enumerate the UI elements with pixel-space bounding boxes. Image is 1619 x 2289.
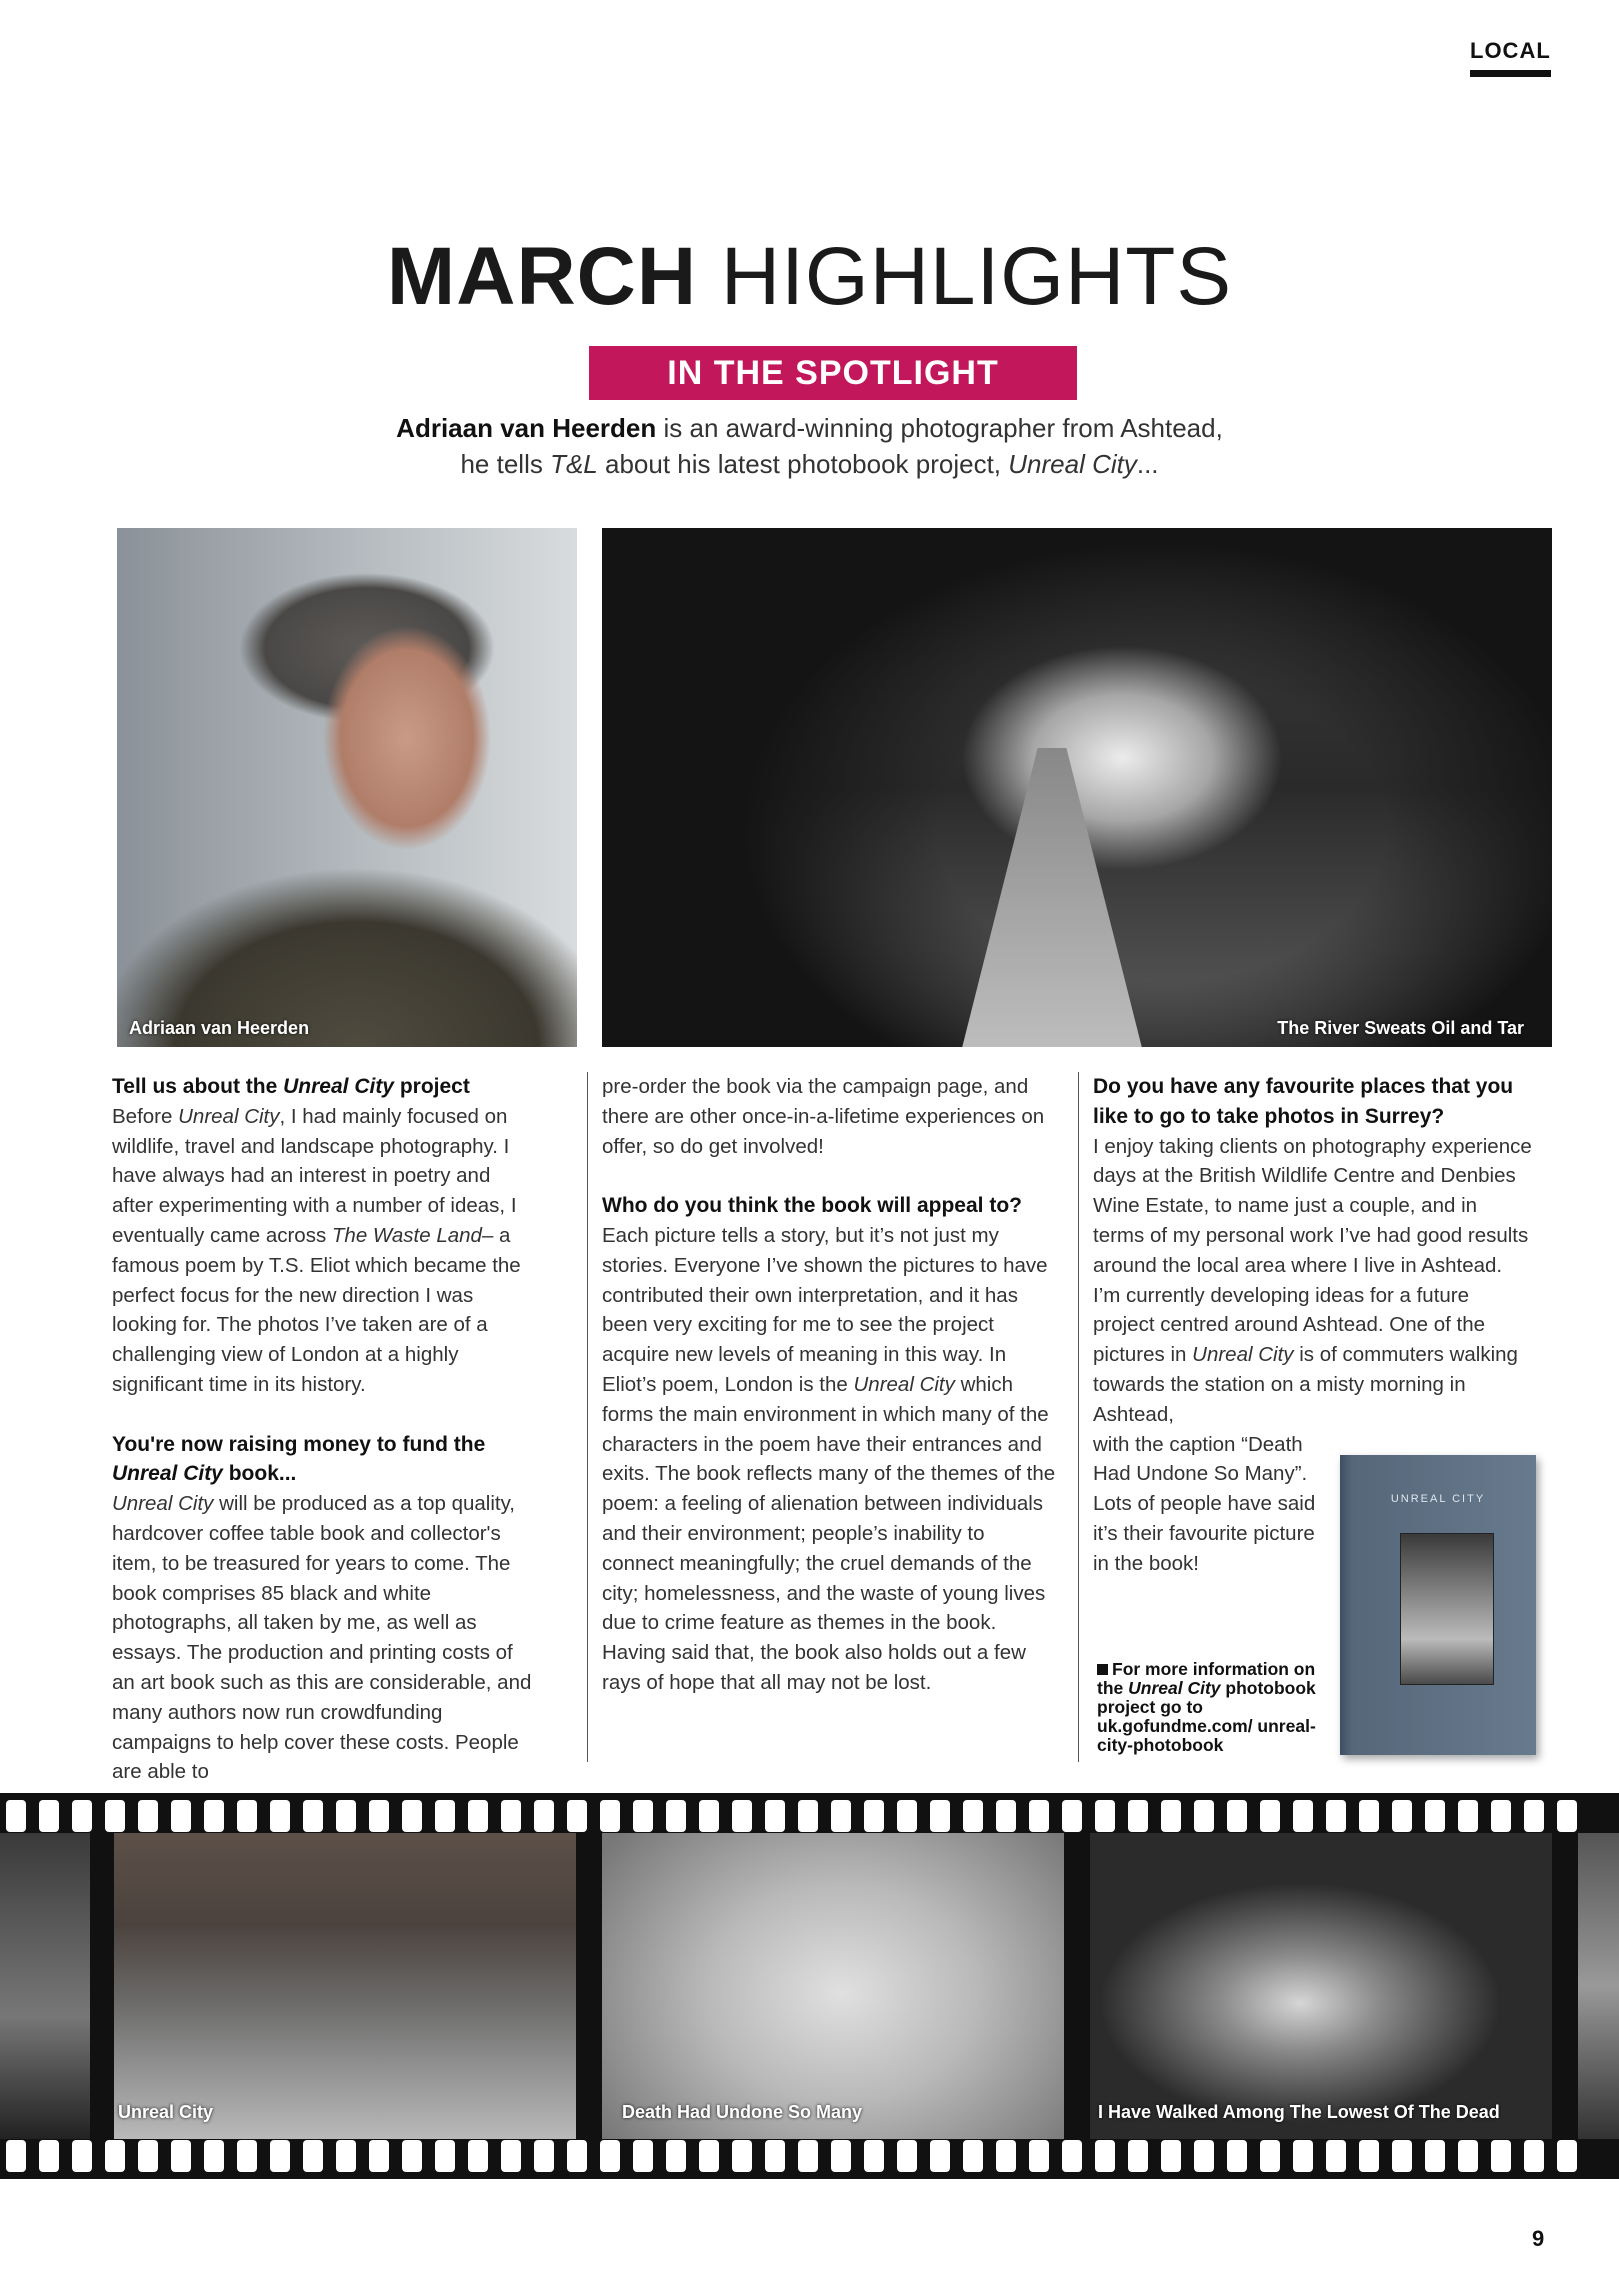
- sprocket-hole: [1491, 2140, 1511, 2172]
- sprocket-hole: [897, 2140, 917, 2172]
- sprocket-hole: [1524, 1800, 1544, 1832]
- sprocket-hole: [39, 1800, 59, 1832]
- sprocket-hole: [666, 2140, 686, 2172]
- sprocket-hole: [864, 2140, 884, 2172]
- sprocket-hole: [138, 2140, 158, 2172]
- sprocket-hole: [1260, 2140, 1280, 2172]
- section-tag: LOCAL: [1470, 38, 1551, 63]
- film-caption-1: Unreal City: [118, 2102, 214, 2122]
- filmstrip-sprockets-top: [0, 1800, 1619, 1832]
- sprocket-hole: [1557, 1800, 1577, 1832]
- q2-heading: You're now raising money to fund the Unreal City book...: [112, 1432, 486, 1486]
- a3-text: Each picture tells a story, but it’s not just my stories. Everyone I’ve shown the pictures to have contributed their own interpretation, and it has been very exciting for me to see the project acquire new levels of meaning in this way. In Eliot’s poem, London is the Unreal City which forms the main environment in which many of the characters in the poem have their entrances and exits. The book reflects many of the themes of the poem: a feeling of alienation between individuals and their environment; people’s inability to connect meaningfully; the cruel demands of the city; homelessness, and the waste of young lives due to crime feature as themes in the book. Having said that, the book also holds out a few rays of hope that all may not be lost.: [602, 1223, 1056, 1694]
- sprocket-hole: [72, 1800, 92, 1832]
- sprocket-hole: [732, 2140, 752, 2172]
- tunnel-photo: [602, 528, 1552, 1047]
- sprocket-hole: [831, 2140, 851, 2172]
- sprocket-hole: [1359, 1800, 1379, 1832]
- q1-heading: Tell us about the Unreal City project: [112, 1075, 470, 1098]
- q4-heading: Do you have any favourite places that you like to go to take photos in Surrey?: [1093, 1075, 1514, 1128]
- sprocket-hole: [567, 1800, 587, 1832]
- sprocket-hole: [765, 2140, 785, 2172]
- sprocket-hole: [1557, 2140, 1577, 2172]
- sprocket-hole: [369, 1800, 389, 1832]
- sprocket-hole: [1095, 1800, 1115, 1832]
- sprocket-hole: [1062, 1800, 1082, 1832]
- sprocket-hole: [534, 1800, 554, 1832]
- sprocket-hole: [6, 1800, 26, 1832]
- a4-text: I enjoy taking clients on photography experience days at the British Wildlife Centre and Denbies Wine Estate, to name just a couple, and in terms of my personal work I’ve had good results around the local area where I live in Ashtead. I’m currently developing ideas for a future project centred around Ashtead. One of the pictures in Unreal City is of commuters walking towards the station on a misty morning in Ashtead,: [1093, 1134, 1532, 1426]
- sprocket-hole: [1161, 1800, 1181, 1832]
- sprocket-hole: [732, 1800, 752, 1832]
- sprocket-hole: [1524, 2140, 1544, 2172]
- filmstrip-sprockets-bottom: [0, 2140, 1619, 2172]
- portrait-photo: [117, 528, 577, 1047]
- sprocket-hole: [930, 1800, 950, 1832]
- sprocket-hole: [237, 1800, 257, 1832]
- intro-standfirst: Adriaan van Heerden is an award-winning photographer from Ashtead, he tells T&L about his latest photobook project, Unreal City...: [396, 413, 1223, 479]
- sprocket-hole: [39, 2140, 59, 2172]
- sprocket-hole: [798, 1800, 818, 1832]
- book-cover-title: UNREAL CITY: [1390, 1493, 1486, 1505]
- sprocket-hole: [270, 1800, 290, 1832]
- sprocket-hole: [1425, 2140, 1445, 2172]
- sprocket-hole: [963, 2140, 983, 2172]
- sprocket-hole: [633, 2140, 653, 2172]
- sprocket-hole: [996, 2140, 1016, 2172]
- sprocket-hole: [1194, 1800, 1214, 1832]
- a4-text-wrap: with the caption “Death Had Undone So Many”. Lots of people have said it’s their favourite picture in the book!: [1093, 1432, 1316, 1575]
- sprocket-hole: [1095, 2140, 1115, 2172]
- film-frame-death-had-undone: [602, 1833, 1064, 2139]
- bullet-square-icon: [1097, 1664, 1108, 1675]
- sprocket-hole: [1128, 1800, 1148, 1832]
- sprocket-hole: [1194, 2140, 1214, 2172]
- filmstrip: [0, 1793, 1619, 2179]
- sprocket-hole: [303, 2140, 323, 2172]
- sprocket-hole: [1491, 1800, 1511, 1832]
- sprocket-hole: [930, 2140, 950, 2172]
- sprocket-hole: [864, 1800, 884, 1832]
- more-info: For more information on the Unreal City photobook project go to uk.gofundme.com/ unreal-city-photobook: [1097, 1659, 1316, 1755]
- sprocket-hole: [369, 2140, 389, 2172]
- sprocket-hole: [1227, 1800, 1247, 1832]
- sprocket-hole: [105, 1800, 125, 1832]
- intro-name: Adriaan van Heerden: [396, 413, 657, 443]
- sprocket-hole: [435, 2140, 455, 2172]
- column-rule-2: [1078, 1072, 1079, 1762]
- sprocket-hole: [1392, 2140, 1412, 2172]
- sprocket-hole: [765, 1800, 785, 1832]
- sprocket-hole: [105, 2140, 125, 2172]
- sprocket-hole: [1458, 2140, 1478, 2172]
- film-caption-2: Death Had Undone So Many: [622, 2102, 863, 2122]
- sprocket-hole: [171, 1800, 191, 1832]
- a2-text: Unreal City will be produced as a top quality, hardcover coffee table book and collector's item, to be treasured for years to come. The book comprises 85 black and white photographs, all taken by me, as well as essays. The production and printing costs of an art book such as this are considerable, and many authors now run crowdfunding campaigns to help cover these costs. People are able to: [112, 1492, 532, 1784]
- sprocket-hole: [1326, 2140, 1346, 2172]
- film-frame-unreal-city: [114, 1833, 576, 2139]
- sprocket-hole: [138, 1800, 158, 1832]
- page-title: [0, 232, 1619, 322]
- sprocket-hole: [270, 2140, 290, 2172]
- article-column-1: [112, 1072, 532, 1787]
- film-frame-partial-left: [0, 1833, 90, 2139]
- a1-text: Before Unreal City, I had mainly focused on wildlife, travel and landscape photography. I have always had an interest in poetry and after experimenting with a number of ideas, I eventually came across The Waste Land– a famous poem by T.S. Eliot which became the perfect focus for the new direction I was looking for. The photos I’ve taken are of a challenging view of London at a highly significant time in its history.: [112, 1104, 521, 1396]
- sprocket-hole: [1392, 1800, 1412, 1832]
- tunnel-towpath: [962, 748, 1142, 1047]
- sprocket-hole: [1260, 1800, 1280, 1832]
- sprocket-hole: [171, 2140, 191, 2172]
- title-light: HIGHLIGHTS: [720, 231, 1233, 322]
- sprocket-hole: [1029, 1800, 1049, 1832]
- sprocket-hole: [534, 2140, 554, 2172]
- sprocket-hole: [501, 2140, 521, 2172]
- tunnel-caption: The River Sweats Oil and Tar: [1277, 1018, 1524, 1038]
- film-frame-lowest-of-the-dead: [1090, 1833, 1552, 2139]
- sprocket-hole: [633, 1800, 653, 1832]
- column-rule-1: [587, 1072, 588, 1762]
- sprocket-hole: [501, 1800, 521, 1832]
- sprocket-hole: [666, 1800, 686, 1832]
- film-frame-partial-right: [1578, 1833, 1619, 2139]
- article-column-2: [602, 1072, 1062, 1698]
- sprocket-hole: [204, 2140, 224, 2172]
- a2-continued: pre-order the book via the campaign page, and there are other once-in-a-lifetime experiences on offer, so do get involved!: [602, 1075, 1045, 1158]
- sprocket-hole: [435, 1800, 455, 1832]
- sprocket-hole: [831, 1800, 851, 1832]
- book-cover-image: [1400, 1533, 1494, 1685]
- page-number: 9: [1532, 2226, 1545, 2251]
- sprocket-hole: [996, 1800, 1016, 1832]
- q3-heading: Who do you think the book will appeal to?: [602, 1194, 1022, 1218]
- sprocket-hole: [303, 1800, 323, 1832]
- sprocket-hole: [1293, 2140, 1313, 2172]
- sprocket-hole: [1029, 2140, 1049, 2172]
- sprocket-hole: [1458, 1800, 1478, 1832]
- sprocket-hole: [402, 2140, 422, 2172]
- title-bold: MARCH: [386, 231, 698, 322]
- film-caption-3: I Have Walked Among The Lowest Of The Dead: [1098, 2102, 1500, 2122]
- sprocket-hole: [798, 2140, 818, 2172]
- sprocket-hole: [1359, 2140, 1379, 2172]
- sprocket-hole: [1425, 1800, 1445, 1832]
- spotlight-banner: IN THE SPOTLIGHT: [589, 346, 1077, 400]
- sprocket-hole: [336, 1800, 356, 1832]
- sprocket-hole: [699, 1800, 719, 1832]
- sprocket-hole: [237, 2140, 257, 2172]
- sprocket-hole: [1227, 2140, 1247, 2172]
- sprocket-hole: [1326, 1800, 1346, 1832]
- sprocket-hole: [468, 1800, 488, 1832]
- sprocket-hole: [1161, 2140, 1181, 2172]
- sprocket-hole: [699, 2140, 719, 2172]
- sprocket-hole: [600, 2140, 620, 2172]
- sprocket-hole: [6, 2140, 26, 2172]
- sprocket-hole: [336, 2140, 356, 2172]
- sprocket-hole: [963, 1800, 983, 1832]
- section-rule: [1470, 70, 1551, 77]
- sprocket-hole: [468, 2140, 488, 2172]
- sprocket-hole: [402, 1800, 422, 1832]
- sprocket-hole: [897, 1800, 917, 1832]
- sprocket-hole: [1062, 2140, 1082, 2172]
- sprocket-hole: [1293, 1800, 1313, 1832]
- sprocket-hole: [567, 2140, 587, 2172]
- sprocket-hole: [72, 2140, 92, 2172]
- sprocket-hole: [600, 1800, 620, 1832]
- book-cover: [1340, 1455, 1536, 1755]
- portrait-caption: Adriaan van Heerden: [129, 1018, 310, 1038]
- sprocket-hole: [1128, 2140, 1148, 2172]
- sprocket-hole: [204, 1800, 224, 1832]
